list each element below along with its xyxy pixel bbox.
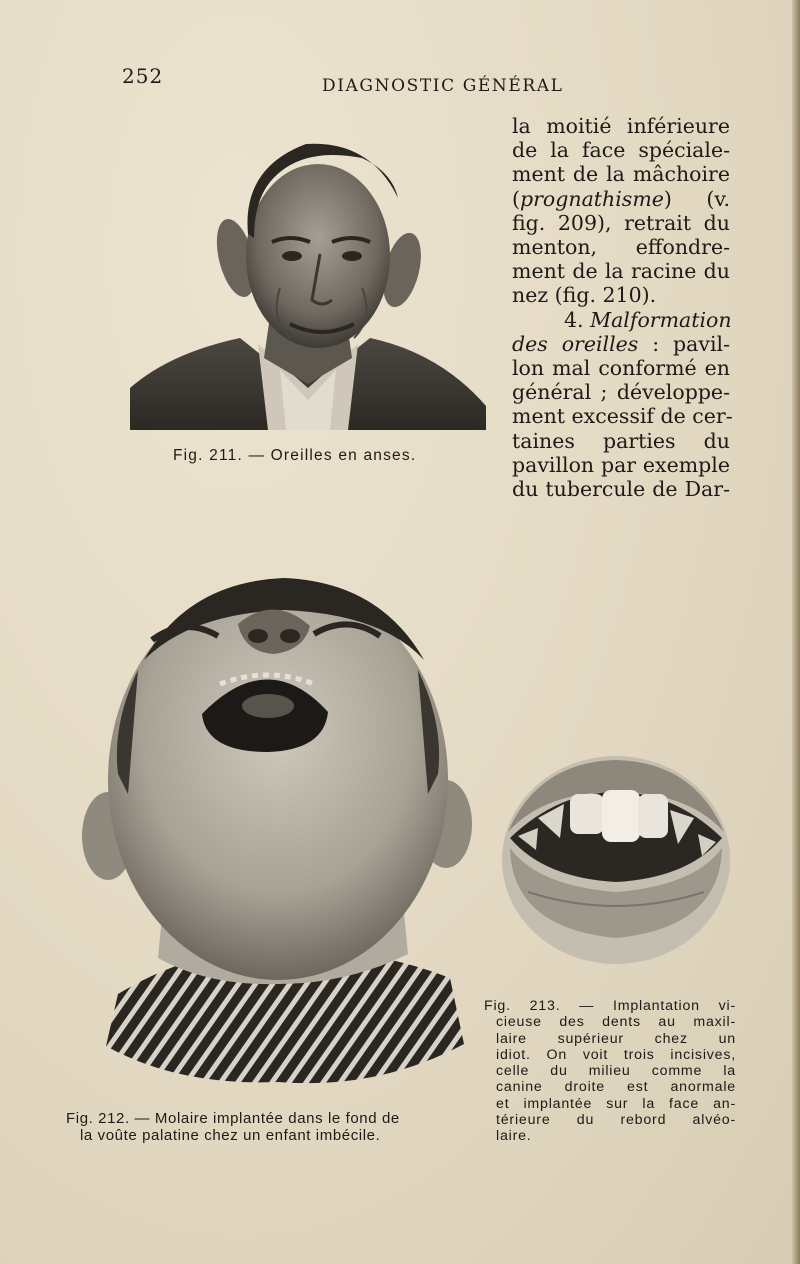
figure-211-caption: Fig. 211. — Oreilles en anses. <box>173 447 417 464</box>
section-heading-line <box>512 308 730 332</box>
page-number: 252 <box>122 64 164 88</box>
text-line: taines parties du <box>512 428 730 453</box>
text-line: fig. 209), retrait du <box>512 210 730 235</box>
mouth-teeth-icon <box>498 752 734 974</box>
caption-line: Fig. 212. — Molaire implantée dans le fond de <box>66 1110 400 1127</box>
text-fragment: ) (v. <box>663 186 730 211</box>
section-number: 4. <box>564 307 584 332</box>
text-line: pavillon par exemple <box>512 452 730 477</box>
caption-line: laire supérieur chez un <box>496 1030 736 1047</box>
text-line: du tubercule de Dar- <box>512 477 730 502</box>
caption-line: laire. <box>496 1128 532 1145</box>
text-line: ment de la racine du <box>512 259 730 284</box>
text-line: de la face spéciale- <box>512 138 730 163</box>
text-line <box>512 332 730 356</box>
portrait-man-protruding-ears-icon <box>130 138 486 430</box>
page-spine-edge <box>792 0 800 1264</box>
italic-term-prognathisme: prognathisme <box>520 186 664 211</box>
text-line: ment de la mâchoire <box>512 162 730 187</box>
figure-212-caption <box>66 1110 476 1144</box>
caption-line: celle du milieu comme la <box>496 1063 736 1080</box>
section-title: Malformation <box>590 307 732 332</box>
body-text-column <box>512 114 733 502</box>
child-open-mouth-icon <box>78 574 476 1090</box>
italic-term-des-oreilles: des oreilles <box>512 331 639 356</box>
caption-line: canine droite est anormale <box>496 1079 736 1096</box>
caption-line: la voûte palatine chez un enfant imbécile. <box>80 1127 381 1144</box>
caption-line: et implantée sur la face an- <box>496 1095 736 1112</box>
text-line: général ; développe- <box>512 380 730 405</box>
caption-line: térieure du rebord alvéo- <box>496 1112 736 1129</box>
text-line: menton, effondre- <box>512 235 730 260</box>
text-line <box>512 187 730 211</box>
caption-line: cieuse des dents au maxil- <box>496 1014 736 1031</box>
text-line: la moitié inférieure <box>512 114 730 138</box>
text-fragment: ( <box>512 186 520 211</box>
text-line: lon mal conformé en <box>512 356 730 381</box>
caption-line: Fig. 213. — Implantation vi- <box>484 998 736 1014</box>
caption-line: idiot. On voit trois incisives, <box>496 1046 736 1063</box>
text-fragment: : pavil- <box>638 331 731 356</box>
text-line: nez (fig. 210). <box>512 283 657 308</box>
text-line: ment excessif de cer- <box>512 404 733 429</box>
figure-213-caption <box>484 998 736 1145</box>
running-title: DIAGNOSTIC GÉNÉRAL <box>322 76 564 96</box>
